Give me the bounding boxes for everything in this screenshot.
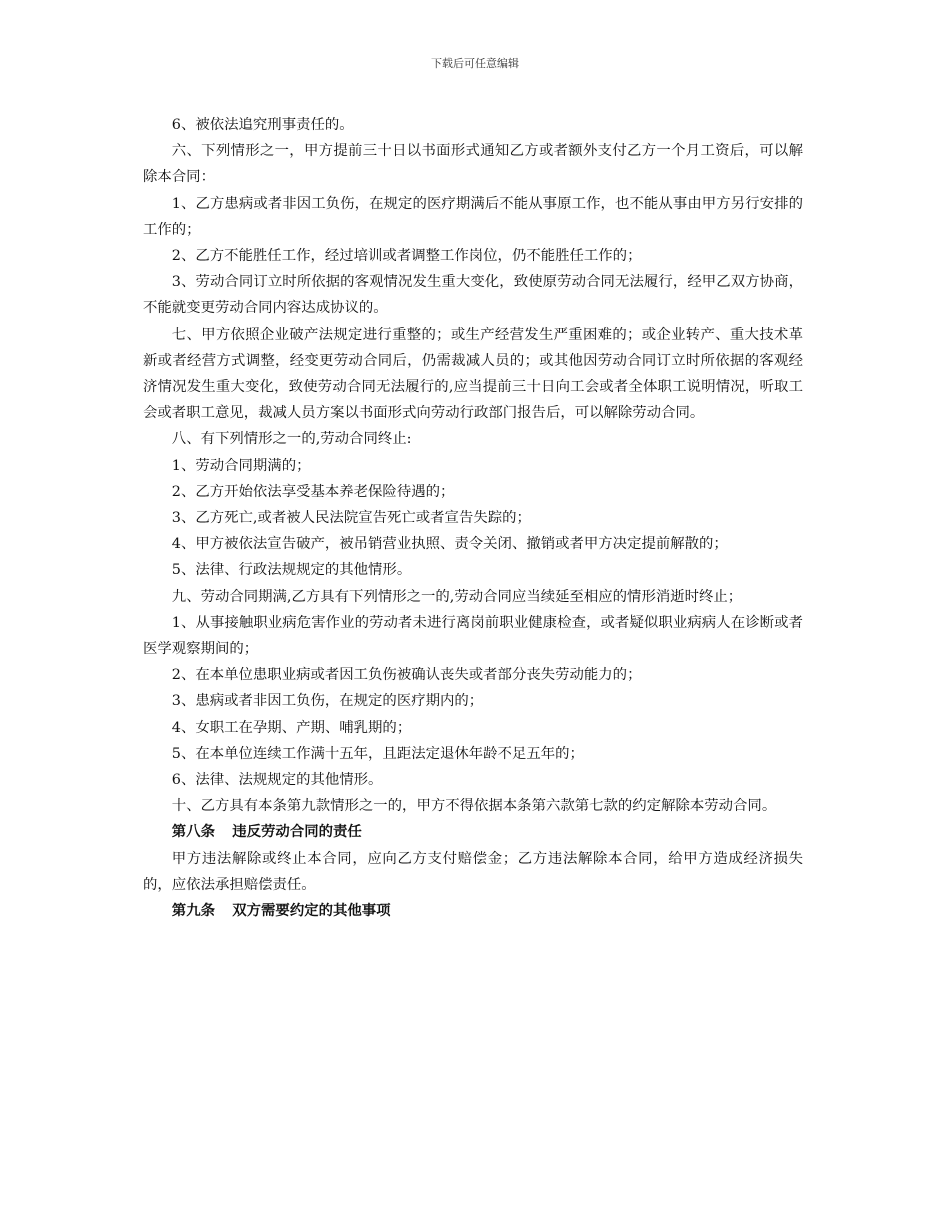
paragraph: 3、劳动合同订立时所依据的客观情况发生重大变化，致使原劳动合同无法履行，经甲乙双方协商，不能就变更劳动合同内容达成协议的。	[143, 274, 803, 317]
article-8-title: 违反劳动合同的责任	[232, 824, 362, 841]
paragraph: 六、下列情形之一，甲方提前三十日以书面形式通知乙方或者额外支付乙方一个月工资后，可以解除本合同：	[143, 143, 803, 186]
document-body	[143, 112, 803, 924]
paragraph: 4、甲方被依法宣告破产，被吊销营业执照、责令关闭、撤销或者甲方决定提前解散的；	[171, 536, 728, 553]
paragraph: 5、法律、行政法规规定的其他情形。	[171, 562, 412, 579]
paragraph: 6、法律、法规规定的其他情形。	[171, 772, 383, 789]
paragraph: 九、劳动合同期满,乙方具有下列情形之一的,劳动合同应当续延至相应的情形消逝时终止；	[171, 588, 743, 605]
article-8-number: 第八条	[171, 824, 215, 841]
paragraph: 2、乙方开始依法享受基本养老保险待遇的；	[171, 483, 455, 500]
paragraph: 3、患病或者非因工负伤，在规定的医疗期内的；	[171, 693, 484, 710]
paragraph: 3、乙方死亡,或者被人民法院宣告死亡或者宣告失踪的；	[171, 510, 531, 527]
article-8-heading	[143, 819, 803, 845]
article-9-heading	[143, 898, 803, 924]
paragraph: 七、甲方依照企业破产法规定进行重整的；或生产经营发生严重困难的；或企业转产、重大技术革新或者经营方式调整，经变更劳动合同后，仍需裁减人员的；或其他因劳动合同订立时所依据的客观经济情况发生重大变化，致使劳动合同无法履行的,应当提前三十日向工会或者全体职工说明情况，听取工会或者职工意见，裁减人员方案以书面形式向劳动行政部门报告后，可以解除劳动合同。	[143, 326, 803, 422]
paragraph: 十、乙方具有本条第九款情形之一的，甲方不得依据本条第六款第七款的约定解除本劳动合同。	[171, 798, 777, 815]
paragraph: 2、乙方不能胜任工作，经过培训或者调整工作岗位，仍不能胜任工作的；	[171, 248, 642, 265]
paragraph: 1、乙方患病或者非因工负伤，在规定的医疗期满后不能从事原工作，也不能从事由甲方另行安排的工作的；	[143, 195, 803, 238]
article-9-title: 双方需要约定的其他事项	[232, 903, 391, 920]
paragraph: 1、劳动合同期满的；	[171, 457, 311, 474]
page-header-note: 下载后可任意编辑	[431, 57, 519, 70]
paragraph: 2、在本单位患职业病或者因工负伤被确认丧失或者部分丧失劳动能力的；	[171, 667, 642, 684]
article-9-number: 第九条	[171, 903, 215, 920]
article-8-body: 甲方违法解除或终止本合同，应向乙方支付赔偿金；乙方违法解除本合同，给甲方造成经济损失的，应依法承担赔偿责任。	[143, 850, 803, 893]
paragraph: 4、女职工在孕期、产期、哺乳期的；	[171, 719, 412, 736]
paragraph: 5、在本单位连续工作满十五年，且距法定退休年龄不足五年的；	[171, 745, 584, 762]
paragraph: 八、有下列情形之一的,劳动合同终止:	[171, 431, 412, 448]
paragraph: 1、从事接触职业病危害作业的劳动者未进行离岗前职业健康检查，或者疑似职业病病人在诊断或者医学观察期间的；	[143, 614, 803, 658]
paragraph: 6、被依法追究刑事责任的。	[171, 117, 354, 133]
